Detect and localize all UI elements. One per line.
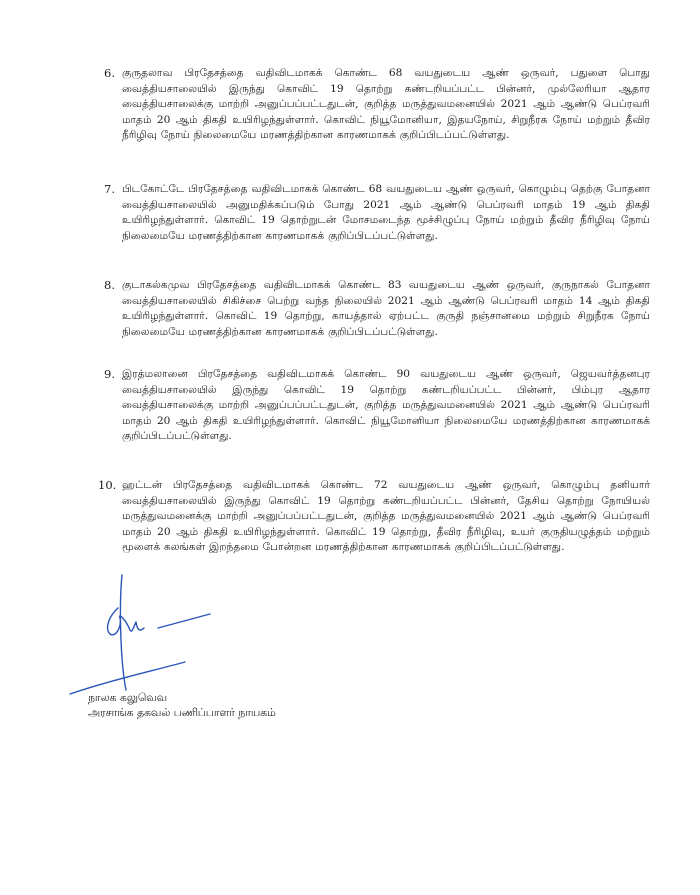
- item-text: குருதலாவ பிரதேசத்தை வதிவிடமாகக் கொண்ட 68 வயதுடைய ஆண் ஒருவர், பதுளை பொது வைத்தியசாலையில் இருந்து கொவிட் 19 தொற்று கண்டறியப்பட்ட பின்னர், முல்லேரியா ஆதார வைத்தியசாலைக்கு மாற்றி அனுப்பப்பட்டதுடன், குறித்த மருத்துவமனையில் 2021 ஆம் ஆண்டு பெப்ரவரி மாதம் 20 ஆம் திகதி உயிரிழந்துள்ளார். கொவிட் நியூமோனியா, இதயநோய், சிறுநீரக நோய் மற்றும் தீவிர நீரிழிவு நோய் நிலைமையே மரணத்திற்கான காரணமாகக் குறிப்பிடப்பட்டுள்ளது.: [122, 67, 650, 141]
- list-item: [98, 478, 650, 556]
- signature-mark: [60, 570, 220, 700]
- item-text: குடாகல்கமுவ பிரதேசத்தை வதிவிடமாகக் கொண்ட 83 வயதுடைய ஆண் ஒருவர், குருநாகல் போதனா வைத்தியசாலையில் சிகிச்சை பெற்று வந்த நிலையில் 2021 ஆம் ஆண்டு பெப்ரவரி மாதம் 14 ஆம் திகதி உயிரிழந்துள்ளார். கொவிட் 19 தொற்று, காயத்தால் ஏற்பட்ட குருதி நஞ்சானமை மற்றும் சிறுநீரக நோய் நிலைமையே மரணத்திற்கான காரணமாகக் குறிப்பிடப்பட்டுள்ளது.: [122, 279, 650, 338]
- list-item: [104, 367, 650, 445]
- item-text: பிடகோட்டே பிரதேசத்தை வதிவிடமாகக் கொண்ட 68 வயதுடைய ஆண் ஒருவர், கொழும்பு தெற்கு போதனா வைத்தியசாலையில் அனுமதிக்கப்படும் போது 2021 ஆம் ஆண்டு பெப்ரவரி மாதம் 19 ஆம் திகதி உயிரிழந்துள்ளார். கொவிட் 19 தொற்றுடன் மோசமடைந்த மூச்சிழுப்பு நோய் மற்றும் தீவிர நீரிழிவு நோய் நிலைமையே மரணத்திற்கான காரணமாகக் குறிப்பிடப்பட்டுள்ளது.: [122, 183, 650, 242]
- signature: [60, 570, 220, 700]
- item-text: ஹட்டன் பிரதேசத்தை வதிவிடமாகக் கொண்ட 72 வயதுடைய ஆண் ஒருவர், கொழும்பு தனியார் வைத்தியசாலையில் இருந்து கொவிட் 19 தொற்று கண்டறியப்பட்ட பின்னர், தேசிய தொற்று நோயியல் மருத்துவமனைக்கு மாற்றி அனுப்பப்பட்டதுடன், குறித்த மருத்துவமனையில் 2021 ஆம் ஆண்டு பெப்ரவரி மாதம் 20 ஆம் திகதி உயிரிழந்துள்ளார். கொவிட் 19 தொற்று, தீவிர நீரிழிவு, உயர் குருதியழுத்தம் மற்றும் மூளைக் கலங்கள் இறந்தமை போன்றன மரணத்திற்கான காரணமாகக் குறிப்பிடப்பட்டுள்ளது.: [122, 479, 650, 553]
- item-number: 10.: [98, 478, 117, 492]
- item-text: இரத்மலானை பிரதேசத்தை வதிவிடமாகக் கொண்ட 90 வயதுடைய ஆண் ஒருவர், ஜெயவர்த்தனபுர வைத்தியசாலையில் இருந்து கொவிட் 19 தொற்று கண்டறியப்பட்ட பின்னர், பிம்புர ஆதார வைத்தியசாலைக்கு மாற்றி அனுப்பப்பட்டதுடன், குறித்த மருத்துவமனையில் 2021 ஆம் ஆண்டு பெப்ரவரி மாதம் 20 ஆம் திகதி உயிரிழந்துள்ளார். கொவிட் நியூமோனியா நிலைமையே மரணத்திற்கான காரணமாகக் குறிப்பிடப்பட்டுள்ளது.: [122, 368, 650, 442]
- item-number: 8.: [104, 278, 115, 292]
- item-number: 9.: [104, 367, 115, 381]
- signatory-title: அரசாங்க தகவல் பணிப்பாளர் நாயகம்: [88, 706, 276, 719]
- item-number: 7.: [104, 182, 115, 196]
- list-item: [104, 66, 650, 144]
- signatory-name: நாலக கலுவெவ: [88, 691, 167, 704]
- item-number: 6.: [104, 66, 115, 80]
- list-item: [104, 182, 650, 244]
- list-item: [104, 278, 650, 340]
